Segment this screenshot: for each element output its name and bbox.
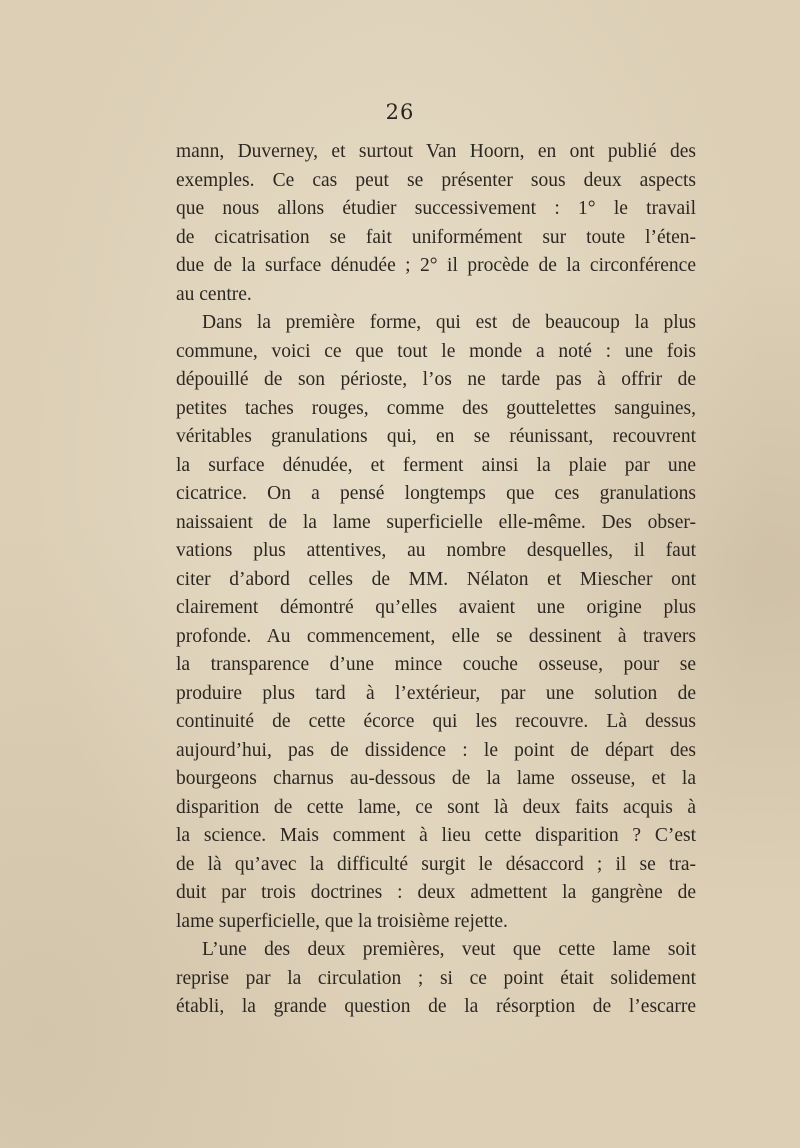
text-line-2: exemples. Ce cas peut se présenter sous deux aspects (176, 169, 696, 191)
body-text (176, 138, 696, 1022)
text-line-29: L’une des deux premières, veut que cette lame soit (202, 939, 696, 960)
text-line-9: dépouillé de son périoste, l’os ne tarde pas à offrir de (176, 369, 696, 390)
text-line-25: la science. Mais comment à lieu cette disparition ? C’est (176, 825, 696, 846)
text-line-28: lame superficielle, que la troisième rejette. (176, 910, 508, 932)
text-line-21: continuité de cette écorce qui les recouvre. Là dessus (176, 711, 696, 732)
text-line-10: petites taches rouges, comme des gouttelettes sanguines, (176, 397, 696, 419)
text-line-8: commune, voici ce que tout le monde a noté : une fois (176, 340, 696, 362)
text-line-23: bourgeons charnus au-dessous de la lame osseuse, et la (176, 768, 696, 789)
text-line-4: de cicatrisation se fait uniformément sur toute l’éten- (176, 226, 696, 248)
text-line-13: cicatrice. On a pensé longtemps que ces granulations (176, 483, 696, 504)
text-line-27: duit par trois doctrines : deux admettent la gangrène de (176, 882, 696, 903)
text-line-24: disparition de cette lame, ce sont là deux faits acquis à (176, 796, 696, 818)
text-line-3: que nous allons étudier successivement : 1° le travail (176, 198, 696, 219)
text-line-20: produire plus tard à l’extérieur, par une solution de (176, 682, 696, 704)
text-line-5: due de la surface dénudée ; 2° il procède de la circonférence (176, 255, 696, 276)
text-line-1: mann, Duverney, et surtout Van Hoorn, en ont publié des (176, 141, 696, 162)
text-line-7: Dans la première forme, qui est de beaucoup la plus (202, 312, 696, 333)
text-line-14: naissaient de la lame superficielle elle-même. Des obser- (176, 511, 696, 533)
text-line-26: de là qu’avec la difficulté surgit le désaccord ; il se tra- (176, 853, 696, 875)
page-number: 26 (385, 100, 415, 124)
text-line-30: reprise par la circulation ; si ce point était solidement (176, 967, 696, 989)
text-line-17: clairement démontré qu’elles avaient une origine plus (176, 597, 696, 618)
text-line-11: véritables granulations qui, en se réunissant, recouvrent (176, 426, 696, 447)
text-line-19: la transparence d’une mince couche osseuse, pour se (176, 654, 696, 675)
text-line-12: la surface dénudée, et ferment ainsi la plaie par une (176, 454, 696, 476)
text-line-22: aujourd’hui, pas de dissidence : le point de départ des (176, 739, 696, 761)
text-line-6: au centre. (176, 283, 252, 305)
text-line-16: citer d’abord celles de MM. Nélaton et Miescher ont (176, 568, 696, 590)
text-line-15: vations plus attentives, au nombre desquelles, il faut (176, 540, 696, 561)
text-line-31: établi, la grande question de la résorption de l’escarre (176, 996, 696, 1017)
text-line-18: profonde. Au commencement, elle se dessinent à travers (176, 625, 696, 647)
